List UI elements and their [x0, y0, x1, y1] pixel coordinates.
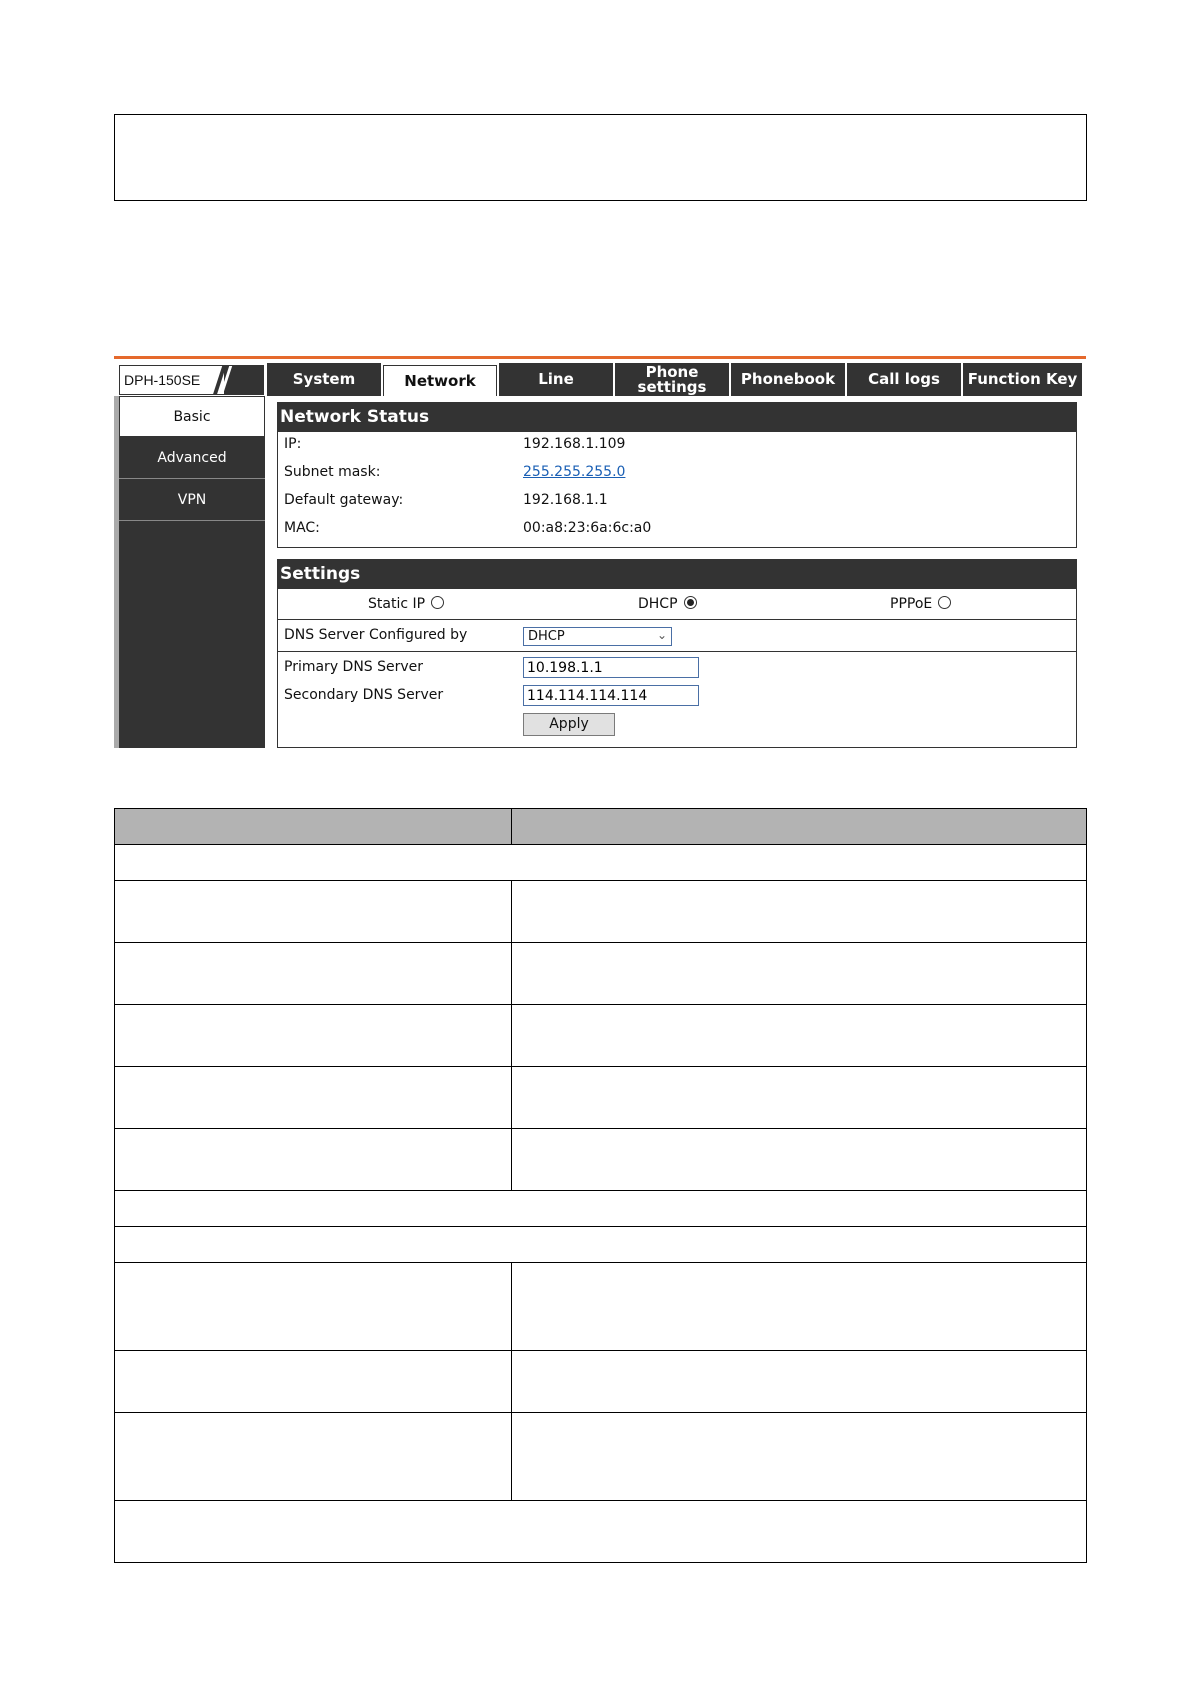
tab-function-key[interactable]: Function Key [963, 363, 1082, 396]
default-gateway-label: Default gateway: [284, 492, 404, 508]
table-row [114, 1066, 1087, 1129]
sidebar-item-basic[interactable]: Basic [119, 396, 265, 437]
subnet-mask-value[interactable]: 255.255.255.0 [523, 464, 626, 480]
dhcp-label: DHCP [638, 596, 678, 612]
static-ip-radio[interactable] [431, 596, 444, 609]
dns-configured-by-label: DNS Server Configured by [284, 627, 468, 643]
sidebar [119, 396, 265, 748]
table-row [114, 1262, 1087, 1351]
sidebar-item-advanced[interactable]: Advanced [119, 438, 265, 479]
static-ip-label: Static IP [368, 596, 426, 612]
table-section-row [114, 1226, 1087, 1263]
table-row [114, 1500, 1087, 1563]
dns-configured-by-select[interactable]: DHCP ⌄ [523, 627, 672, 646]
pppoe-radio[interactable] [938, 596, 951, 609]
tab-phone-settings[interactable]: Phone settings [615, 363, 729, 396]
ip-value: 192.168.1.109 [523, 436, 626, 452]
table-row [114, 1004, 1087, 1067]
ip-label: IP: [284, 436, 302, 452]
chevron-down-icon: ⌄ [656, 628, 667, 642]
primary-dns-input[interactable] [523, 657, 699, 678]
tab-call-logs[interactable]: Call logs [847, 363, 961, 396]
sidebar-item-vpn[interactable]: VPN [119, 480, 265, 521]
accent-bar [114, 356, 1086, 359]
device-model: DPH-150SE [124, 372, 201, 388]
phone-web-ui-screenshot [114, 356, 1086, 748]
pppoe-label: PPPoE [890, 596, 933, 612]
secondary-dns-input[interactable] [523, 685, 699, 706]
device-logo [119, 365, 264, 395]
primary-dns-label: Primary DNS Server [284, 659, 424, 675]
network-status-title: Network Status [278, 403, 1076, 432]
mode-dhcp[interactable] [638, 596, 697, 612]
settings-panel [277, 559, 1077, 748]
subnet-mask-label: Subnet mask: [284, 464, 381, 480]
tab-system[interactable]: System [267, 363, 381, 396]
table-row [114, 1128, 1087, 1191]
table-row [114, 1350, 1087, 1413]
tab-network[interactable]: Network [383, 365, 497, 396]
table-section-row [114, 844, 1087, 881]
table-header-row [114, 808, 1087, 845]
table-row [114, 880, 1087, 943]
apply-button[interactable]: Apply [523, 713, 615, 736]
mode-static-ip[interactable] [368, 596, 444, 612]
default-gateway-value: 192.168.1.1 [523, 492, 608, 508]
top-nav-tabs [267, 363, 1086, 396]
tab-line[interactable]: Line [499, 363, 613, 396]
table-row [114, 1412, 1087, 1501]
network-status-panel [277, 402, 1077, 548]
secondary-dns-label: Secondary DNS Server [284, 687, 444, 703]
table-row [114, 942, 1087, 1005]
table-section-row [114, 1190, 1087, 1227]
divider [278, 619, 1076, 620]
dhcp-radio[interactable] [684, 596, 697, 609]
tab-phonebook[interactable]: Phonebook [731, 363, 845, 396]
divider [278, 651, 1076, 652]
top-text-box [114, 114, 1087, 201]
mac-value: 00:a8:23:6a:6c:a0 [523, 520, 652, 536]
settings-title: Settings [278, 560, 1076, 589]
mac-label: MAC: [284, 520, 320, 536]
mode-pppoe[interactable] [890, 596, 951, 612]
